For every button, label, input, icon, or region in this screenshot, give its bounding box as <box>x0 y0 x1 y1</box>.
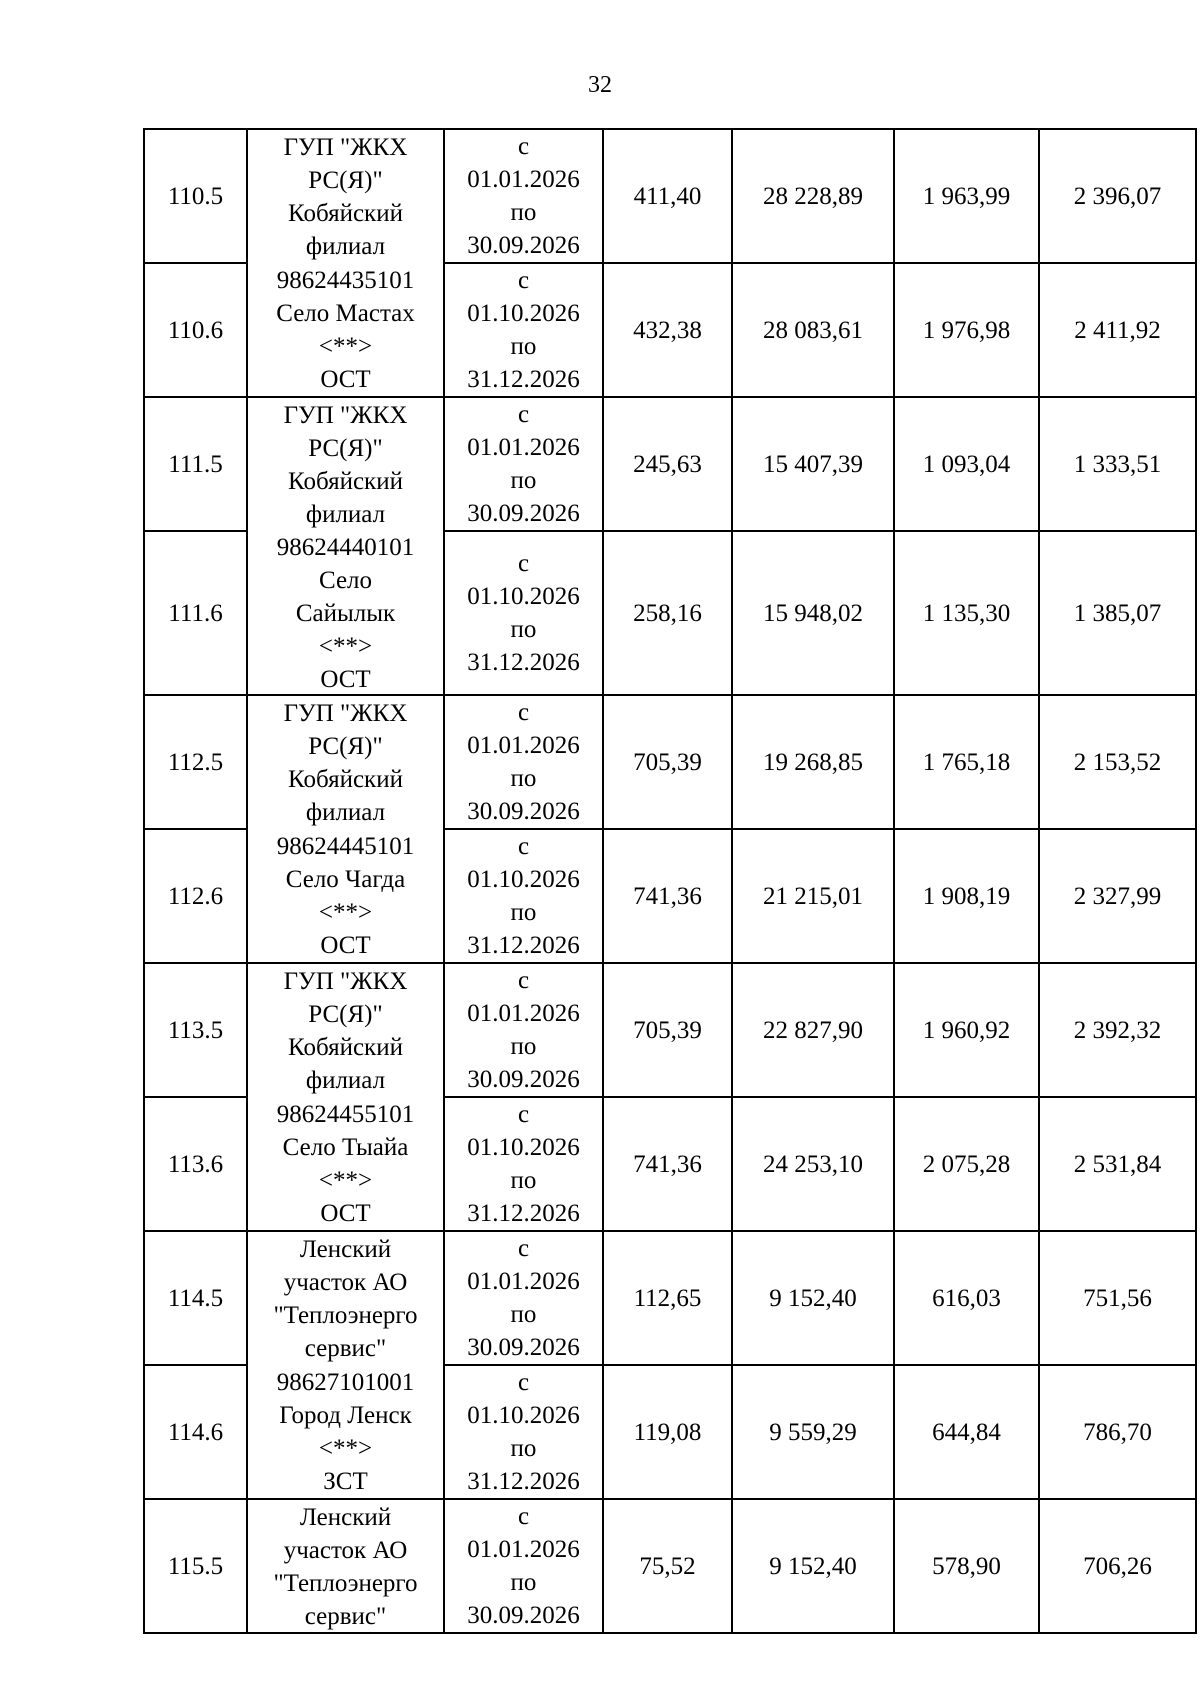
organization-line: Ленский <box>299 1504 392 1531</box>
value-cell-1: 741,36 <box>603 1097 732 1231</box>
value-cell-4: 2 411,92 <box>1039 263 1196 397</box>
period-line: 01.10.2026 <box>467 1402 580 1429</box>
value-cell-4: 1 333,51 <box>1039 397 1196 531</box>
period-cell <box>444 129 603 263</box>
organization-line: ОСТ <box>320 366 371 393</box>
value-cell-1: 705,39 <box>603 963 732 1097</box>
value-cell-3: 1 908,19 <box>894 829 1039 963</box>
period-line: по <box>510 1435 537 1462</box>
row-code-cell: 115.5 <box>144 1499 247 1633</box>
value-cell-1: 258,16 <box>603 531 732 695</box>
organization-line: РС(Я)" <box>308 167 383 194</box>
organization-line: ОСТ <box>320 932 371 959</box>
value-cell-4: 786,70 <box>1039 1365 1196 1499</box>
tariff-table-body <box>144 129 1196 1633</box>
value-cell-1: 119,08 <box>603 1365 732 1499</box>
organization-line: Кобяйский <box>288 766 403 793</box>
organization-cell <box>247 1231 444 1365</box>
period-line: 31.12.2026 <box>467 649 580 676</box>
value-cell-2: 21 215,01 <box>732 829 894 963</box>
value-cell-2: 22 827,90 <box>732 963 894 1097</box>
organization-line: Село Тыайа <box>282 1134 409 1161</box>
row-code-cell: 114.6 <box>144 1365 247 1499</box>
table-row <box>144 695 1196 829</box>
period-line: с <box>517 1369 530 1396</box>
organization-line: сервис" <box>304 1335 387 1362</box>
value-cell-3: 2 075,28 <box>894 1097 1039 1231</box>
period-line: по <box>510 765 537 792</box>
organization-text <box>248 1233 443 1365</box>
period-line: 01.10.2026 <box>467 1134 580 1161</box>
value-cell-3: 1 765,18 <box>894 695 1039 829</box>
organization-line: 98624435101 <box>276 267 415 294</box>
value-cell-2: 15 407,39 <box>732 397 894 531</box>
period-line: по <box>510 1033 537 1060</box>
period-line: по <box>510 899 537 926</box>
organization-cell <box>247 1097 444 1231</box>
table-row <box>144 1499 1196 1633</box>
period-cell <box>444 829 603 963</box>
value-cell-3: 1 976,98 <box>894 263 1039 397</box>
period-line: с <box>517 401 530 428</box>
organization-line: ЗСТ <box>323 1468 368 1495</box>
value-cell-2: 9 152,40 <box>732 1499 894 1633</box>
row-code-cell: 113.6 <box>144 1097 247 1231</box>
organization-cell <box>247 531 444 695</box>
organization-line: Кобяйский <box>288 1034 403 1061</box>
organization-line: ОСТ <box>320 666 371 693</box>
organization-line: ГУП "ЖКХ <box>283 402 408 429</box>
organization-text <box>248 697 443 829</box>
organization-line: <**> <box>318 1435 373 1462</box>
period-line: с <box>517 1503 530 1530</box>
organization-line: 98624445101 <box>276 833 415 860</box>
organization-cell <box>247 397 444 531</box>
period-cell <box>444 397 603 531</box>
period-line: 31.12.2026 <box>467 1200 580 1227</box>
organization-line: Ленский <box>299 1236 392 1263</box>
table-row <box>144 829 1196 963</box>
period-line: с <box>517 833 530 860</box>
value-cell-1: 411,40 <box>603 129 732 263</box>
value-cell-2: 15 948,02 <box>732 531 894 695</box>
value-cell-1: 432,38 <box>603 263 732 397</box>
period-line: с <box>517 1101 530 1128</box>
organization-line: РС(Я)" <box>308 1001 383 1028</box>
organization-line: 98627101001 <box>276 1369 415 1396</box>
value-cell-4: 2 392,32 <box>1039 963 1196 1097</box>
value-cell-2: 9 152,40 <box>732 1231 894 1365</box>
period-cell <box>444 1097 603 1231</box>
value-cell-2: 9 559,29 <box>732 1365 894 1499</box>
value-cell-4: 751,56 <box>1039 1231 1196 1365</box>
value-cell-2: 24 253,10 <box>732 1097 894 1231</box>
organization-line: филиал <box>305 1067 386 1094</box>
organization-text <box>248 830 443 962</box>
organization-line: 98624455101 <box>276 1101 415 1128</box>
period-line: 01.01.2026 <box>467 1268 580 1295</box>
period-line: с <box>517 133 530 160</box>
period-line: с <box>517 1235 530 1262</box>
value-cell-4: 2 531,84 <box>1039 1097 1196 1231</box>
row-code-cell: 110.6 <box>144 263 247 397</box>
period-cell <box>444 1499 603 1633</box>
value-cell-3: 644,84 <box>894 1365 1039 1499</box>
organization-text <box>248 531 443 695</box>
organization-text <box>248 399 443 531</box>
organization-cell <box>247 1499 444 1633</box>
period-line: 01.01.2026 <box>467 434 580 461</box>
organization-line: Село Чагда <box>285 866 406 893</box>
period-line: с <box>517 967 530 994</box>
organization-text <box>248 1501 443 1633</box>
organization-line: РС(Я)" <box>308 733 383 760</box>
organization-line: Кобяйский <box>288 200 403 227</box>
organization-line: филиал <box>305 233 386 260</box>
period-line: 30.09.2026 <box>467 1334 580 1361</box>
period-cell <box>444 263 603 397</box>
row-code-cell: 112.6 <box>144 829 247 963</box>
organization-line: Город Ленск <box>279 1402 412 1429</box>
period-line: 01.01.2026 <box>467 166 580 193</box>
organization-line: филиал <box>305 501 386 528</box>
value-cell-1: 245,63 <box>603 397 732 531</box>
period-line: по <box>510 1569 537 1596</box>
period-cell <box>444 1231 603 1365</box>
period-line: по <box>510 199 537 226</box>
organization-text <box>248 1098 443 1230</box>
organization-line: ГУП "ЖКХ <box>283 968 408 995</box>
organization-cell <box>247 1365 444 1499</box>
value-cell-1: 75,52 <box>603 1499 732 1633</box>
organization-line: участок АО <box>283 1537 408 1564</box>
period-line: по <box>510 1301 537 1328</box>
organization-cell <box>247 695 444 829</box>
organization-line: Село Мастах <box>276 300 415 327</box>
organization-line: "Теплоэнерго <box>273 1570 418 1597</box>
value-cell-1: 705,39 <box>603 695 732 829</box>
organization-line: Кобяйский <box>288 468 403 495</box>
organization-line: ОСТ <box>320 1200 371 1227</box>
period-line: с <box>517 550 530 577</box>
value-cell-3: 616,03 <box>894 1231 1039 1365</box>
table-row <box>144 531 1196 695</box>
row-code-cell: 112.5 <box>144 695 247 829</box>
table-row <box>144 129 1196 263</box>
table-row <box>144 263 1196 397</box>
row-code-cell: 113.5 <box>144 963 247 1097</box>
organization-text <box>248 131 443 263</box>
organization-line: ГУП "ЖКХ <box>283 134 408 161</box>
period-line: 31.12.2026 <box>467 366 580 393</box>
period-line: 30.09.2026 <box>467 232 580 259</box>
organization-line: Село <box>318 567 373 594</box>
period-line: 01.10.2026 <box>467 583 580 610</box>
value-cell-1: 112,65 <box>603 1231 732 1365</box>
value-cell-2: 28 228,89 <box>732 129 894 263</box>
value-cell-4: 2 153,52 <box>1039 695 1196 829</box>
organization-cell <box>247 129 444 263</box>
period-line: по <box>510 1167 537 1194</box>
organization-line: филиал <box>305 799 386 826</box>
period-cell <box>444 695 603 829</box>
period-line: 30.09.2026 <box>467 1066 580 1093</box>
row-code-cell: 110.5 <box>144 129 247 263</box>
value-cell-3: 578,90 <box>894 1499 1039 1633</box>
organization-line: РС(Я)" <box>308 435 383 462</box>
period-cell <box>444 1365 603 1499</box>
organization-cell <box>247 963 444 1097</box>
organization-line: сервис" <box>304 1603 387 1630</box>
table-row <box>144 397 1196 531</box>
period-cell <box>444 531 603 695</box>
organization-cell <box>247 829 444 963</box>
value-cell-3: 1 960,92 <box>894 963 1039 1097</box>
period-line: 01.10.2026 <box>467 866 580 893</box>
organization-text <box>248 1366 443 1498</box>
value-cell-2: 19 268,85 <box>732 695 894 829</box>
organization-line: ГУП "ЖКХ <box>283 700 408 727</box>
tariff-table <box>143 128 1197 1634</box>
value-cell-4: 706,26 <box>1039 1499 1196 1633</box>
organization-line: <**> <box>318 899 373 926</box>
period-line: по <box>510 333 537 360</box>
value-cell-3: 1 135,30 <box>894 531 1039 695</box>
row-code-cell: 111.6 <box>144 531 247 695</box>
period-cell <box>444 963 603 1097</box>
organization-text <box>248 264 443 396</box>
value-cell-3: 1 963,99 <box>894 129 1039 263</box>
period-line: по <box>510 616 537 643</box>
organization-line: <**> <box>318 633 373 660</box>
period-line: 30.09.2026 <box>467 1602 580 1629</box>
value-cell-1: 741,36 <box>603 829 732 963</box>
value-cell-4: 2 327,99 <box>1039 829 1196 963</box>
period-line: с <box>517 267 530 294</box>
period-line: 31.12.2026 <box>467 932 580 959</box>
row-code-cell: 111.5 <box>144 397 247 531</box>
period-line: по <box>510 467 537 494</box>
period-line: 01.01.2026 <box>467 1000 580 1027</box>
organization-line: <**> <box>318 333 373 360</box>
period-line: 31.12.2026 <box>467 1468 580 1495</box>
organization-cell <box>247 263 444 397</box>
organization-line: <**> <box>318 1167 373 1194</box>
row-code-cell: 114.5 <box>144 1231 247 1365</box>
value-cell-2: 28 083,61 <box>732 263 894 397</box>
organization-line: участок АО <box>283 1269 408 1296</box>
table-row <box>144 963 1196 1097</box>
value-cell-3: 1 093,04 <box>894 397 1039 531</box>
value-cell-4: 2 396,07 <box>1039 129 1196 263</box>
table-row <box>144 1231 1196 1365</box>
table-row <box>144 1097 1196 1231</box>
period-line: 01.01.2026 <box>467 732 580 759</box>
organization-line: 98624440101 <box>276 534 415 561</box>
table-row <box>144 1365 1196 1499</box>
page-number: 32 <box>588 72 612 98</box>
organization-line: "Теплоэнерго <box>273 1302 418 1329</box>
period-line: с <box>517 699 530 726</box>
organization-text <box>248 965 443 1097</box>
value-cell-4: 1 385,07 <box>1039 531 1196 695</box>
period-line: 30.09.2026 <box>467 798 580 825</box>
period-line: 30.09.2026 <box>467 500 580 527</box>
period-line: 01.10.2026 <box>467 300 580 327</box>
organization-line: Сайылык <box>295 600 396 627</box>
period-line: 01.01.2026 <box>467 1536 580 1563</box>
